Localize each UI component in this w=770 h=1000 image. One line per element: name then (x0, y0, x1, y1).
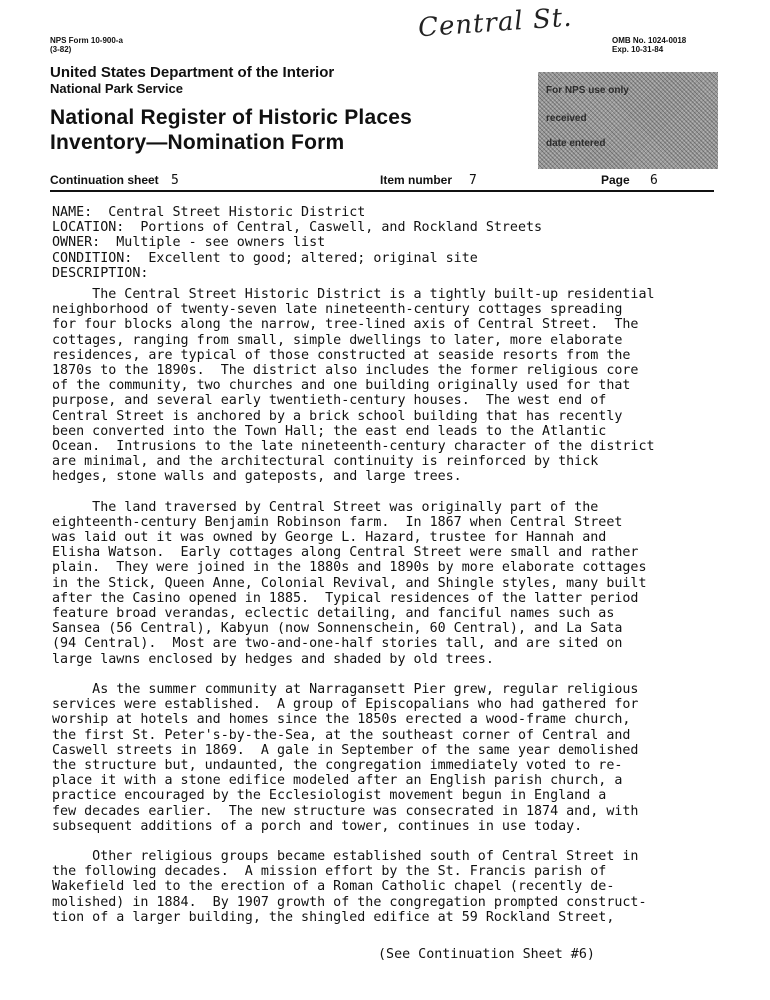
location-field: LOCATION: Portions of Central, Caswell, and Rockland Streets (52, 220, 543, 236)
paragraph-1: The Central Street Historic District is a tightly built-up residential neighborhood of twenty-seven late nineteenth-century cottages spreading for four blocks along the narrow, tree-lined axis of Central Street. The cottages, ranging from small, simple dwellings to later, more elaborate residences, are typical of those constructed at seaside resorts from the 1870s to the 1890s. The district also includes the former religious core of the community, two churches and one building originally used for that purpose, and several early twentieth-century houses. The west end of Central Street is anchored by a brick school building that has recently been converted into the Town Hall; the east end leads to the Atlantic Ocean. Intrusions to the late nineteenth-century character of the district are minimal, and the architectural continuity is reinforced by thick hedges, stone walls and gateposts, and large trees. (52, 287, 655, 485)
form-title-line1: National Register of Historic Places (50, 106, 412, 129)
handwritten-note: Central St. (417, 2, 574, 44)
department-name: United States Department of the Interior (50, 64, 335, 81)
item-number-label: Item number (380, 173, 453, 187)
omb-number (612, 36, 686, 54)
continuation-sheet-label: Continuation sheet (50, 173, 159, 187)
date-entered-label: date entered (546, 138, 606, 149)
owner-field: OWNER: Multiple - see owners list (52, 235, 326, 251)
form-id-revision: (3-82) (50, 45, 72, 54)
form-id-number: NPS Form 10-900-a (50, 36, 123, 45)
description-label: DESCRIPTION: (52, 265, 149, 281)
continuation-sheet-value: 5 (171, 173, 179, 188)
form-title-line2: Inventory—Nomination Form (50, 131, 345, 154)
nps-use-only-label: For NPS use only (546, 85, 629, 96)
paragraph-3: As the summer community at Narragansett Pier grew, regular religious services were established. A group of Episcopalians who had gathered for worship at hotels and homes since the 1850s erected a wood-frame church, the first St. Peter's-by-the-Sea, at the southeast corner of Central and Caswell streets in 1869. A gale in September of the same year demolished the structure but, undaunted, the congregation immediately voted to re- place it with a stone edifice modeled after an English parish church, a practice encouraged by the Ecclesiologist movement begun in England a few decades earlier. The new structure was consecrated in 1874 and, with subsequent additions of a porch and tower, continues in use today. (52, 681, 639, 834)
paragraph-2: The land traversed by Central Street was originally part of the eighteenth-century Benjamin Robinson farm. In 1867 when Central Street was laid out it was owned by George L. Hazard, trustee for Hannah and Elisha Watson. Early cottages along Central Street were small and rather plain. They were joined in the 1880s and 1890s by more elaborate cottages in the Stick, Queen Anne, Colonial Revival, and Shingle styles, many built after the Casino opened in 1885. Typical residences of the latter period feature broad verandas, eclectic detailing, and fanciful names such as Sansea (56 Central), Kabyun (now Sonnenschein, 60 Central), and La Sata (94 Central). Most are two-and-one-half stories tall, and are sited on large lawns enclosed by hedges and shaded by old trees. (52, 499, 647, 667)
condition-field: CONDITION: Excellent to good; altered; original site (52, 250, 478, 266)
header-divider (50, 190, 714, 192)
page-label: Page (601, 173, 630, 187)
form-id (50, 36, 123, 54)
omb-id: OMB No. 1024-0018 (612, 36, 687, 45)
paragraph-4: Other religious groups became established south of Central Street in the following decades. A mission effort by the St. Francis parish of Wakefield led to the erection of a Roman Catholic chapel (recently de- molished) in 1884. By 1907 growth of the congregation prompted construct- tion of a larger building, the shingled edifice at 59 Rockland Street, (52, 848, 647, 925)
received-label: received (546, 113, 587, 124)
agency-name: National Park Service (50, 81, 183, 96)
document-body (52, 205, 742, 925)
item-number-value: 7 (469, 173, 477, 188)
name-field: NAME: Central Street Historic District (52, 205, 366, 220)
continuation-note: (See Continuation Sheet #6) (378, 947, 595, 962)
omb-expiration: Exp. 10-31-84 (612, 45, 664, 54)
nps-use-only-box (538, 72, 718, 169)
page-value: 6 (650, 173, 658, 188)
